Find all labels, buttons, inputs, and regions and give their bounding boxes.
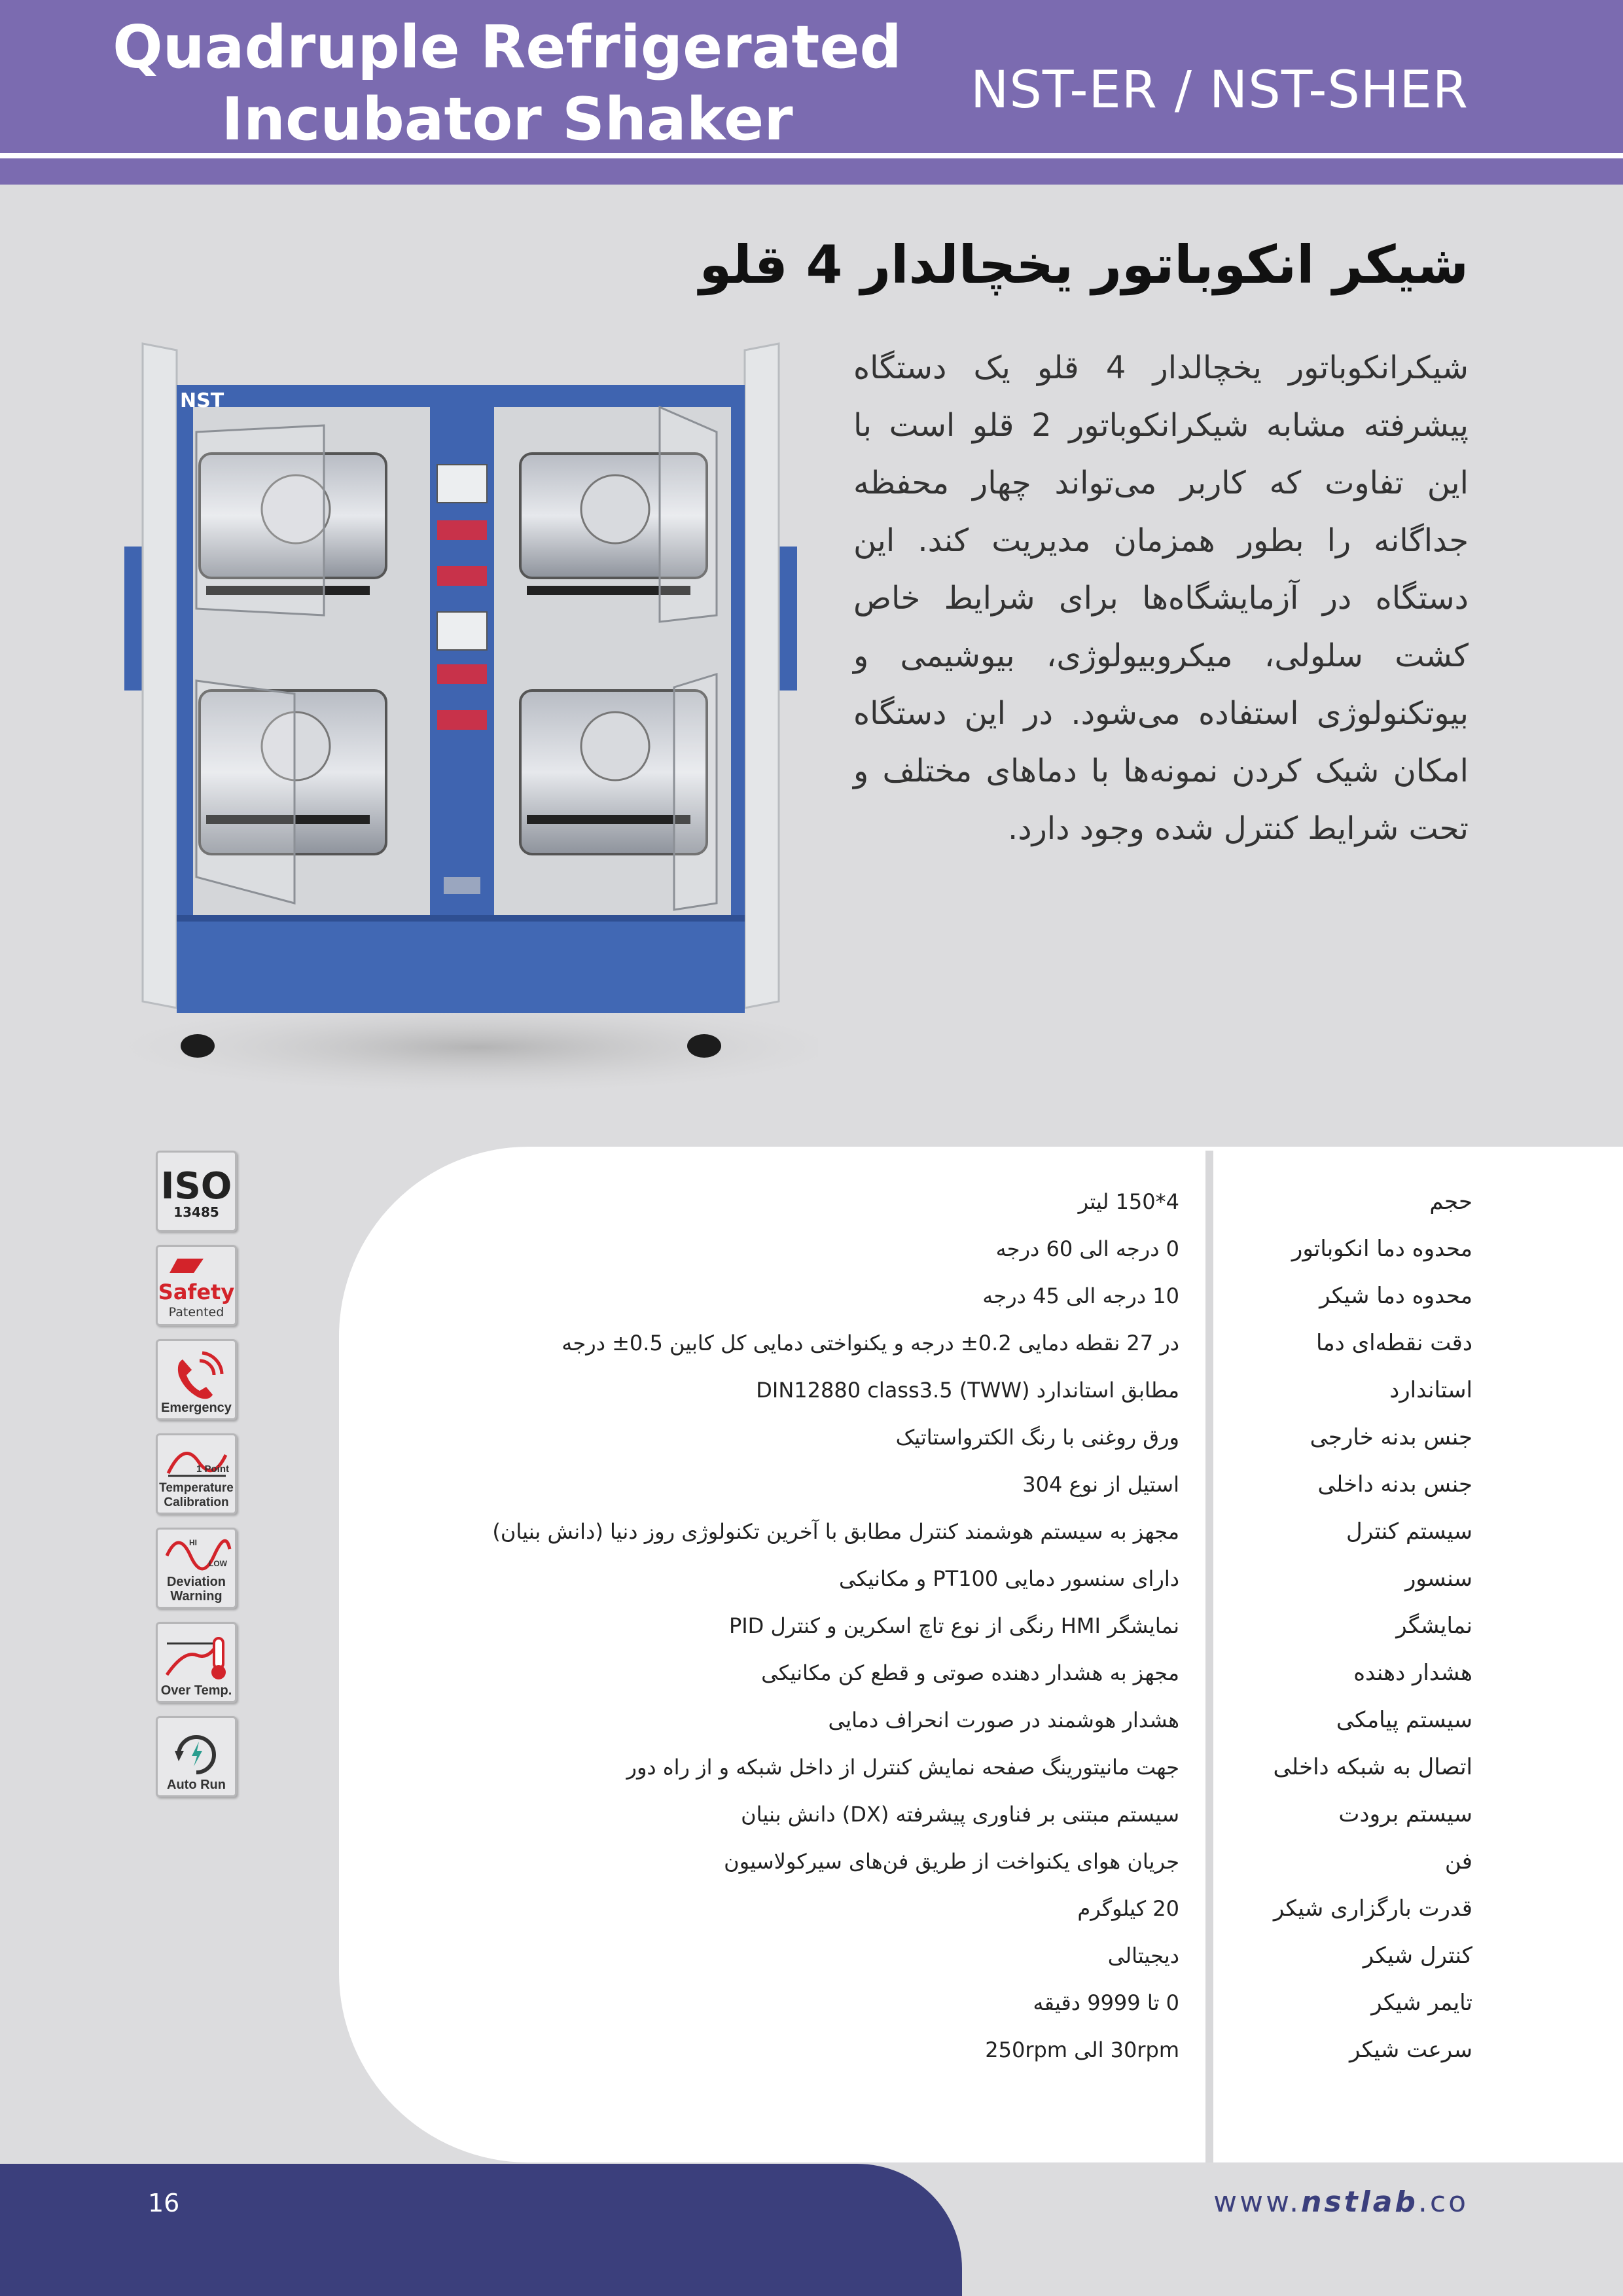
deviation-caption1: Deviation [166, 1575, 226, 1589]
spec-value: مجهز به هشدار دهنده صوتی و قطع کن مکانیکی [761, 1660, 1179, 1685]
iso-badge-title: ISO [160, 1165, 232, 1208]
spec-row [366, 1555, 1472, 1602]
spec-label: سیستم پیامکی [1336, 1707, 1472, 1733]
spec-row [366, 1225, 1472, 1272]
spec-row [366, 1885, 1472, 1932]
spec-row [366, 1791, 1472, 1838]
spec-label: حجم [1429, 1189, 1472, 1215]
english-title-line2: Incubator Shaker [221, 85, 793, 154]
spec-value: جهت مانیتورینگ صفحه نمایش کنترل از داخل شبکه و از راه دور [626, 1755, 1179, 1780]
english-title-line1: Quadruple Refrigerated [113, 13, 902, 82]
spec-value: نمایشگر HMI رنگی از نوع تاچ اسکرین و کنترل PID [728, 1613, 1179, 1638]
spec-row [366, 2026, 1472, 2073]
iso-badge [156, 1151, 237, 1232]
spec-row [366, 1744, 1472, 1791]
spec-value: 0 تا 9999 دقیقه [1033, 1990, 1179, 2015]
spec-label: نمایشگر [1396, 1613, 1472, 1639]
auto-run-badge [156, 1716, 237, 1797]
spec-label: جنس بدنه داخلی [1317, 1471, 1472, 1498]
spec-value: سیستم مبتنی بر فناوری پیشرفته (DX) دانش بنیان [741, 1802, 1179, 1827]
spec-value: 20 کیلوگرم [1077, 1896, 1179, 1921]
spec-label: فن [1444, 1848, 1472, 1874]
spec-label: سیستم کنترل [1346, 1518, 1472, 1545]
website-brand: nstlab [1301, 2185, 1418, 2219]
calibration-caption2: Calibration [164, 1496, 229, 1509]
spec-label: محدوه دما انکوباتور [1291, 1236, 1472, 1262]
safety-badge [156, 1245, 237, 1326]
product-logo: NST [180, 389, 224, 412]
product-image [124, 334, 818, 1100]
persian-title: شیکر انکوباتور یخچالدار 4 قلو [699, 234, 1469, 295]
english-title [98, 12, 916, 156]
deviation-low: LOW [209, 1559, 227, 1568]
product-description: شیکرانکوباتور یخچالدار 4 قلو یک دستگاه پیشرفته مشابه شیکرانکوباتور 2 قلو است با این تفاوت که کاربر می‌تواند چهار محفظه جداگانه را بطور همزمان مدیریت کند. این دستگاه در آزمایشگاه‌ها برای شرایط خاص کشت سلولی، میکروبیولوژی، بیوشیمی و بیوتکنولوژی استفاده می‌شود. در این دستگاه امکان شیک کردن نمونه‌ها با دماهای مختلف و تحت شرایط کنترل شده وجود دارد. [853, 350, 1469, 847]
spec-label: دقت نقطه‌ای دما [1316, 1330, 1472, 1356]
calibration-tag: 1 Point [196, 1463, 230, 1475]
deviation-caption2: Warning [170, 1589, 223, 1604]
spec-row [366, 1272, 1472, 1319]
thermometer-icon [214, 1638, 223, 1668]
spec-label: هشدار دهنده [1353, 1660, 1472, 1686]
spec-row [366, 1367, 1472, 1414]
auto-run-caption: Auto Run [167, 1778, 226, 1792]
spec-label: سنسور [1404, 1566, 1472, 1592]
model-number: NST-ER / NST-SHER [971, 61, 1469, 120]
spec-row [366, 1649, 1472, 1696]
spec-label: جنس بدنه خارجی [1310, 1424, 1472, 1450]
over-temp-badge [156, 1622, 237, 1703]
spec-value: دارای سنسور دمایی PT100 و مکانیکی [839, 1566, 1179, 1591]
spec-label: قدرت بارگزاری شیکر [1273, 1895, 1472, 1922]
spec-value: دیجیتالی [1107, 1943, 1179, 1968]
spec-row [366, 1414, 1472, 1461]
emergency-caption: Emergency [161, 1401, 232, 1415]
spec-value: مجهز به سیستم هوشمند کنترل مطابق با آخرین تکنولوژی روز دنیا (دانش بنیان) [492, 1519, 1179, 1544]
spec-row [366, 1461, 1472, 1508]
safety-badge-title: Safety [158, 1280, 235, 1304]
over-temp-caption: Over Temp. [160, 1683, 232, 1698]
spec-row [366, 1838, 1472, 1885]
spec-label: سیستم برودت [1338, 1801, 1472, 1827]
spec-row [366, 1979, 1472, 2026]
footer-bar [0, 2164, 962, 2296]
spec-value: در 27 نقطه دمایی 0.2± درجه و یکنواختی دمایی کل کابین 0.5± درجه [562, 1331, 1179, 1355]
website-prefix: www. [1213, 2185, 1302, 2219]
spec-row [366, 1508, 1472, 1555]
spec-row [366, 1319, 1472, 1367]
emergency-badge [156, 1339, 237, 1420]
spec-value: 4*150 لیتر [1078, 1189, 1179, 1214]
spec-label: کنترل شیکر [1363, 1943, 1472, 1969]
deviation-hi: HI [189, 1538, 197, 1547]
spec-label: محدوه دما شیکر [1319, 1283, 1472, 1309]
spec-row [366, 1178, 1472, 1225]
spec-value: استیل از نوع 304 [1022, 1472, 1179, 1497]
safety-badge-sub: Patented [168, 1305, 224, 1319]
spec-value: 0 درجه الی 60 درجه [995, 1236, 1179, 1261]
spec-row [366, 1932, 1472, 1979]
spec-value: 10 درجه الی 45 درجه [982, 1283, 1179, 1308]
spec-label: استاندارد [1389, 1377, 1472, 1403]
spec-value: مطابق استاندارد DIN12880 class3.5 (TWW) [756, 1378, 1179, 1403]
spec-label: سرعت شیکر [1349, 2037, 1472, 2063]
deviation-badge [156, 1528, 237, 1609]
header-strip [0, 158, 1623, 185]
spec-value: ورق روغنی با رنگ الکترواستاتیک [895, 1425, 1179, 1450]
spec-label: تایمر شیکر [1371, 1990, 1472, 2016]
spec-label: اتصال به شبکه داخلی [1273, 1754, 1472, 1780]
spec-row [366, 1696, 1472, 1744]
spec-value: جریان هوای یکنواخت از طریق فن‌های سیرکولاسیون [724, 1849, 1179, 1874]
calibration-badge [156, 1433, 237, 1515]
website-link[interactable] [1213, 2179, 1469, 2225]
phone-icon [178, 1359, 213, 1399]
spec-value: 30rpm الی 250rpm [985, 2037, 1179, 2062]
incubator-illustration [124, 334, 818, 1100]
safety-swoosh-icon [169, 1259, 204, 1273]
spec-row [366, 1602, 1472, 1649]
page-number: 16 [148, 2189, 180, 2217]
spec-value: هشدار هوشمند در صورت انحراف دمایی [828, 1708, 1179, 1732]
website-suffix: .co [1418, 2185, 1469, 2219]
calibration-caption1: Temperature [159, 1481, 234, 1495]
iso-badge-number: 13485 [173, 1204, 219, 1220]
